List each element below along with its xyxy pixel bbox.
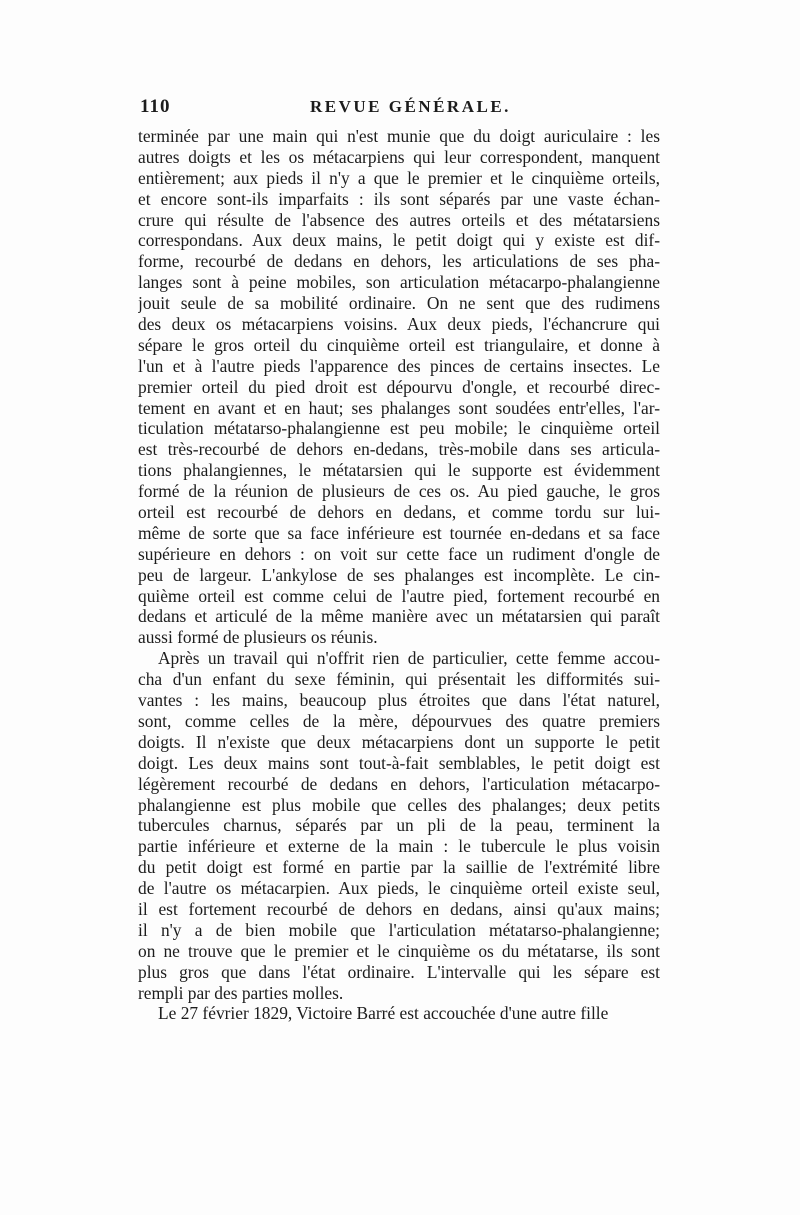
text-line: tement en avant et en haut; ses phalanges sont soudées entr'elles, l'ar-	[138, 397, 660, 418]
page-number: 110	[140, 96, 171, 117]
text-line: rempli par des parties molles.	[138, 982, 344, 1003]
text-line: tions phalangiennes, le métatarsien qui le supporte est évidemment	[138, 460, 660, 481]
text-line: il n'y a de bien mobile que l'articulation métatarso-phalangienne;	[138, 919, 660, 940]
text-line: il est fortement recourbé de dehors en dedans, ainsi qu'aux mains;	[138, 898, 660, 919]
text-line: de l'autre os métacarpien. Aux pieds, le cinquième orteil existe seul,	[138, 878, 660, 899]
text-line: crure qui résulte de l'absence des autres orteils et des métatarsiens	[138, 209, 660, 230]
text-line: aussi formé de plusieurs os réunis.	[138, 627, 378, 648]
text-line: plus gros que dans l'état ordinaire. L'intervalle qui les sépare est	[138, 961, 660, 982]
text-line: orteil est recourbé de dehors en dedans, et comme tordu sur lui-	[138, 502, 660, 523]
running-head: REVUE GÉNÉRALE.	[310, 97, 511, 116]
text-line: formé de la réunion de plusieurs de ces os. Au pied gauche, le gros	[138, 481, 660, 502]
paragraph	[138, 648, 660, 1003]
text-line: on ne trouve que le premier et le cinquième os du métatarse, ils sont	[138, 940, 660, 961]
text-line: est très-recourbé de dehors en-dedans, très-mobile dans ses articula-	[138, 439, 660, 460]
text-line: vantes : les mains, beaucoup plus étroites que dans l'état naturel,	[138, 690, 660, 711]
text-line: doigts. Il n'existe que deux métacarpiens dont un supporte le petit	[138, 731, 660, 752]
text-line: légèrement recourbé de dedans en dehors, l'articulation métacarpo-	[138, 773, 660, 794]
text-line: jouit seule de sa mobilité ordinaire. On ne sent que des rudimens	[138, 293, 660, 314]
text-line: des deux os métacarpiens voisins. Aux deux pieds, l'échancrure qui	[138, 314, 660, 335]
text-line: Après un travail qui n'offrit rien de particulier, cette femme accou-	[158, 648, 660, 669]
text-line: phalangienne est plus mobile que celles des phalanges; deux petits	[138, 794, 660, 815]
text-line: peu de largeur. L'ankylose de ses phalanges est incomplète. Le cin-	[138, 564, 660, 585]
text-line: entièrement; aux pieds il n'y a que le premier et le cinquième orteils,	[138, 167, 660, 188]
text-line: terminée par une main qui n'est munie que du doigt auriculaire : les	[138, 126, 660, 146]
text-line: quième orteil est comme celui de l'autre pied, fortement recourbé en	[138, 585, 660, 606]
text-line: ticulation métatarso-phalangienne est peu mobile; le cinquième orteil	[138, 418, 660, 439]
text-line: dedans et articulé de la même manière avec un métatarsien qui paraît	[138, 606, 660, 627]
text-line: l'un et à l'autre pieds l'apparence des pinces de certains insectes. Le	[138, 355, 660, 376]
page-header	[140, 96, 660, 118]
text-line: du petit doigt est formé en partie par la saillie de l'extrémité libre	[138, 857, 660, 878]
text-line: cha d'un enfant du sexe féminin, qui présentait les difformités sui-	[138, 669, 660, 690]
text-line: supérieure en dehors : on voit sur cette face un rudiment d'ongle de	[138, 543, 660, 564]
paragraph	[138, 126, 660, 648]
text-line: partie inférieure et externe de la main : le tubercule le plus voisin	[138, 836, 660, 857]
paragraph	[138, 1003, 660, 1024]
text-line: sépare le gros orteil du cinquième orteil est triangulaire, et donne à	[138, 334, 660, 355]
text-line: forme, recourbé de dedans en dehors, les articulations de ses pha-	[138, 251, 660, 272]
text-line: autres doigts et les os métacarpiens qui leur correspondent, manquent	[138, 146, 660, 167]
text-line: langes sont à peine mobiles, son articulation métacarpo-phalangienne	[138, 272, 660, 293]
text-line: correspondans. Aux deux mains, le petit doigt qui y existe est dif-	[138, 230, 660, 251]
text-line: et encore sont-ils imparfaits : ils sont séparés par une vaste échan-	[138, 188, 660, 209]
text-line: Le 27 février 1829, Victoire Barré est accouchée d'une autre fille	[158, 1003, 609, 1024]
text-line: doigt. Les deux mains sont tout-à-fait semblables, le petit doigt est	[138, 752, 660, 773]
text-line: premier orteil du pied droit est dépourvu d'ongle, et recourbé direc-	[138, 376, 660, 397]
text-line: même de sorte que sa face inférieure est tournée en-dedans et sa face	[138, 522, 660, 543]
text-line: tubercules charnus, séparés par un pli de la peau, terminent la	[138, 815, 660, 836]
text-line: sont, comme celles de la mère, dépourvues des quatre premiers	[138, 710, 660, 731]
body-text	[138, 126, 660, 1024]
